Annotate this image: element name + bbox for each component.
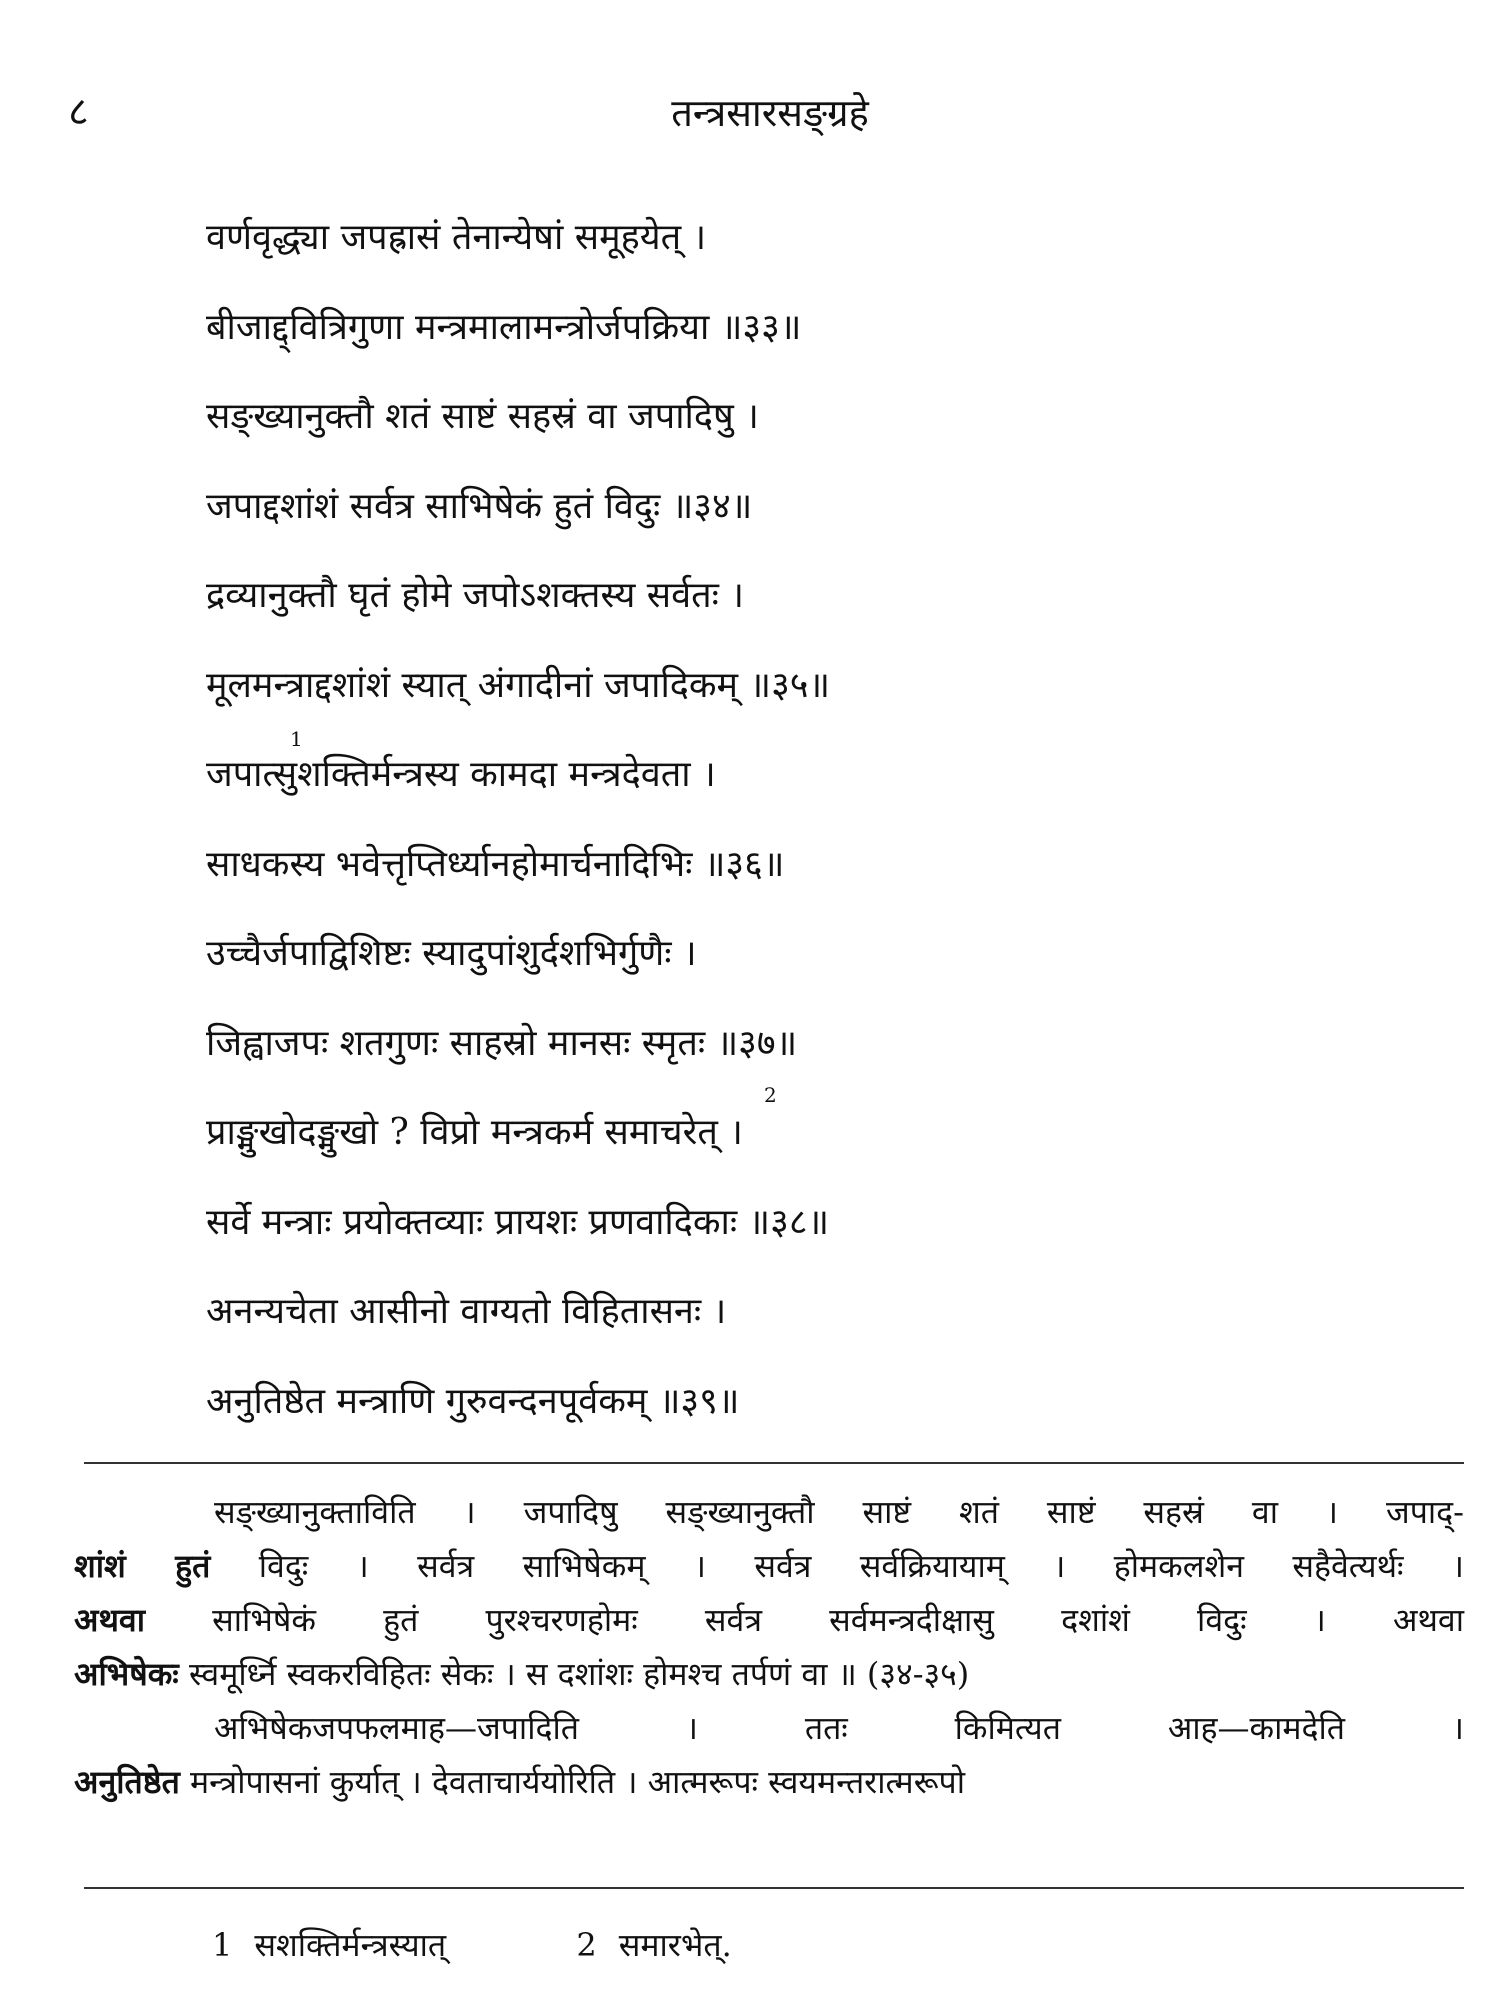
commentary-line: [74, 1755, 1464, 1809]
verse-line-with-marker: [206, 1083, 1386, 1197]
footnote: [576, 1925, 731, 1965]
running-head: तन्त्रसारसङ्ग्रहे: [671, 91, 869, 135]
verse-line: साधकस्य भवेत्तृप्तिर्ध्यानहोमार्चनादिभिः ॥३६॥: [206, 843, 785, 885]
commentary-text: स्वमूर्ध्नि स्वकरविहितः सेकः । स दशांशः होमश्च तर्पणं वा ॥ (३४-३५): [178, 1655, 970, 1693]
footnote-number: 2: [576, 1926, 597, 1964]
verse-text: प्राङ्मुखोदङ्मुखो ? विप्रो मन्त्रकर्म समाचरेत् ।: [206, 1112, 743, 1153]
verse-line: अनन्यचेता आसीनो वाग्यतो विहितासनः ।: [206, 1291, 727, 1332]
commentary-line: सङ्ख्यानुक्ताविति । जपादिषु सङ्ख्यानुक्तौ साष्टं शतं साष्टं सहस्रं वा । जपाद्-: [214, 1493, 1464, 1531]
page-number: ८: [68, 89, 89, 135]
bold-term: शांशं हुतं: [74, 1547, 211, 1585]
footnote-text: समारभेत्.: [618, 1926, 732, 1964]
footnote-marker-1: 1: [290, 727, 303, 751]
commentary-line: [74, 1539, 1464, 1593]
verse-line: जपाद्दशांशं सर्वत्र साभिषेकं हुतं विदुः ॥३४॥: [206, 485, 753, 527]
verse-line: बीजाद्द्वित्रिगुणा मन्त्रमालामन्त्रोर्जपक्रिया ॥३३॥: [206, 306, 802, 348]
commentary-line: [74, 1647, 1464, 1701]
bold-term: अभिषेकः: [74, 1655, 179, 1693]
verse-line: मूलमन्त्राद्दशांशं स्यात् अंगादीनां जपादिकम् ॥३५॥: [206, 664, 831, 706]
verse-line: सर्वे मन्त्राः प्रयोक्तव्याः प्रायशः प्रणवादिकाः ॥३८॥: [206, 1201, 830, 1243]
verse-line: अनुतिष्ठेत मन्त्राणि गुरुवन्दनपूर्वकम् ॥३९॥: [206, 1380, 740, 1422]
footnote-marker-2: 2: [764, 1083, 777, 1107]
footnotes: [212, 1925, 1412, 1965]
bold-term: अनुतिष्ठेत: [74, 1763, 180, 1801]
verse-line: द्रव्यानुक्तौ घृतं होमे जपोऽशक्तस्य सर्वतः ।: [206, 575, 744, 616]
verse-line: जिह्वाजपः शतगुणः साहस्रो मानसः स्मृतः ॥३७॥: [206, 1022, 798, 1064]
verse-text: जपात्सुशक्तिर्मन्त्रस्य कामदा मन्त्रदेवता ।: [206, 754, 716, 795]
divider-rule: [84, 1462, 1464, 1464]
verse-line: उच्चैर्जपाद्विशिष्टः स्यादुपांशुर्दशभिर्गुणैः ।: [206, 933, 697, 974]
commentary-line: अभिषेकजपफलमाह—जपादिति । ततः किमित्यत आह—कामदेति ।: [214, 1709, 1464, 1747]
commentary-text: विदुः । सर्वत्र साभिषेकम् । सर्वत्र सर्वक्रियायाम् । होमकलशेन सहैवेत्यर्थः ।: [210, 1547, 1464, 1585]
commentary-line: [74, 1593, 1464, 1647]
verse-line: सङ्ख्यानुक्तौ शतं साष्टं सहस्रं वा जपादिषु ।: [206, 396, 759, 437]
bold-term: अथवा: [74, 1601, 145, 1639]
commentary-text: साभिषेकं हुतं पुरश्चरणहोमः सर्वत्र सर्वमन्त्रदीक्षासु दशांशं विदुः । अथवा: [144, 1601, 1464, 1639]
footnote-rule: [84, 1887, 1464, 1889]
footnote-text: सशक्तिर्मन्त्रस्यात्: [254, 1926, 447, 1964]
commentary-block: [74, 1485, 1464, 1809]
commentary-text: मन्त्रोपासनां कुर्यात् । देवताचार्ययोरिति । आत्मरूपः स्वयमन्तरात्मरूपो: [179, 1763, 966, 1801]
verse-block: [206, 212, 1386, 1465]
verse-line: वर्णवृद्ध्या जपह्रासं तेनान्येषां समूहयेत् ।: [206, 217, 707, 258]
footnote-number: 1: [212, 1926, 233, 1964]
verse-line-with-marker: [206, 727, 1386, 839]
footnote: [212, 1925, 446, 1965]
